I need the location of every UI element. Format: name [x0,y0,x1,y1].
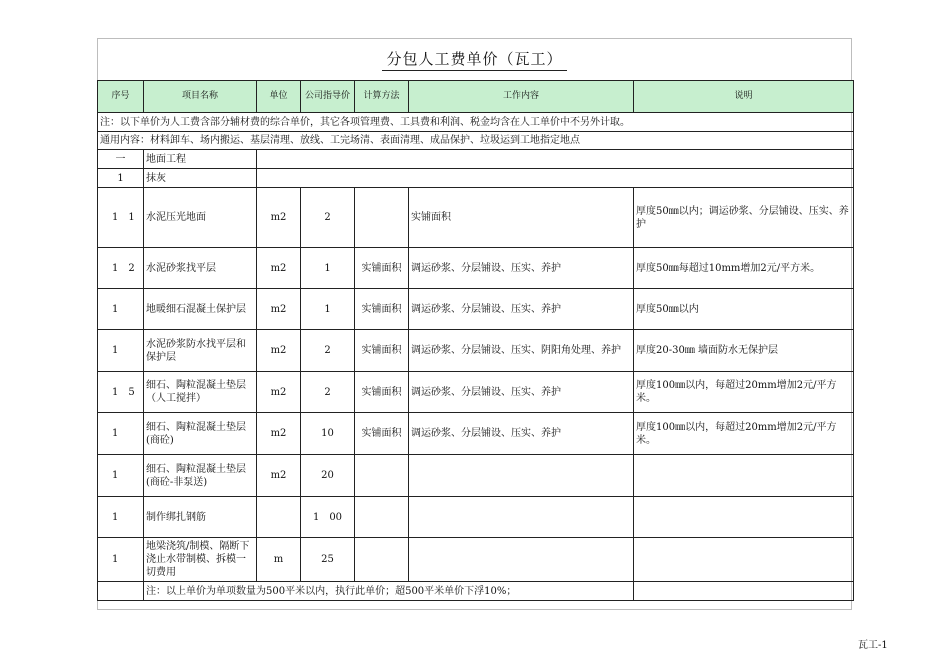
cell-unit: m2 [257,289,301,330]
header-price: 公司指导价 [301,81,355,113]
cell-desc: 厚度20-30㎜ 墙面防水无保护层 [634,330,854,372]
note-top: 注：以下单价为人工费含部分辅材费的综合单价，其它各项管理费、工具费和利润、税金均含在人工单价中不另外计取。 [98,113,854,132]
cell-name: 制作绑扎钢筋 [144,497,257,538]
cell-price: 10 [301,413,355,455]
cell-price: 2 [301,188,355,248]
cell-method [355,455,409,497]
table-row [98,413,854,455]
table-row [98,188,854,248]
cell-content: 调运砂浆、分层铺设、压实、养护 [409,372,634,413]
cell-content: 调运砂浆、分层铺设、压实、养护 [409,289,634,330]
cell-desc: 厚度100㎜以内，每超过20mm增加2元/平方米。 [634,372,854,413]
cell-content [409,455,634,497]
subsection-seq: 1 [98,169,144,188]
cell-unit: m2 [257,188,301,248]
cell-content [409,497,634,538]
table-row [98,455,854,497]
header-desc: 说明 [634,81,854,113]
header-unit: 单位 [257,81,301,113]
cell-content: 调运砂浆、分层铺设、压实、养护 [409,413,634,455]
price-table [97,80,854,601]
cell-method: 实铺面积 [355,248,409,289]
section-row [98,150,854,169]
header-method: 计算方法 [355,81,409,113]
table-row [98,289,854,330]
spreadsheet-page [97,38,852,610]
cell-price: 20 [301,455,355,497]
header-seq: 序号 [98,81,144,113]
cell-desc: 厚度50㎜每超过10mm增加2元/平方米。 [634,248,854,289]
subsection-row [98,169,854,188]
cell-price: 2 [301,372,355,413]
cell-seq: 1 [98,289,144,330]
subsection-blank [257,169,854,188]
cell-desc [634,497,854,538]
cell-name: 地暖细石混凝土保护层 [144,289,257,330]
note-bottom-blank [98,582,144,601]
cell-method: 实铺面积 [355,413,409,455]
header-row [98,81,854,113]
header-content: 工作内容 [409,81,634,113]
cell-name: 水泥砂浆防水找平层和保护层 [144,330,257,372]
cell-method: 实铺面积 [355,330,409,372]
cell-content: 调运砂浆、分层铺设、压实、养护 [409,248,634,289]
note-bottom: 注：以上单价为单项数量为500平米以内，执行此单价；超500平米单价下浮10%； [144,582,634,601]
cell-seq: 1 [98,497,144,538]
cell-price: 2 [301,330,355,372]
cell-unit: m2 [257,330,301,372]
cell-desc [634,455,854,497]
cell-seq: 1 [98,330,144,372]
note-top-row [98,113,854,132]
page-title: 分包人工费单价（瓦工） [382,48,566,71]
cell-name: 地梁浇筑/制模、隔断下浇止水带制模、拆模一切费用 [144,538,257,582]
cell-seq: 1 [98,413,144,455]
cell-content [409,538,634,582]
note-bottom-blank-right [634,582,854,601]
cell-method [355,188,409,248]
cell-name: 细石、陶粒混凝土垫层（人工搅拌） [144,372,257,413]
section-seq: 一 [98,150,144,169]
cell-name: 细石、陶粒混凝土垫层(商砼-非泵送) [144,455,257,497]
cell-method [355,497,409,538]
table-row [98,248,854,289]
section-name: 地面工程 [144,150,257,169]
cell-content: 调运砂浆、分层铺设、压实、阴阳角处理、养护 [409,330,634,372]
cell-price: 1 [301,248,355,289]
note-bottom-row [98,582,854,601]
cell-name: 水泥砂浆找平层 [144,248,257,289]
table-row [98,497,854,538]
general-row [98,132,854,150]
cell-unit: m2 [257,455,301,497]
cell-price: 1 [301,289,355,330]
cell-desc [634,538,854,582]
general-content: 通用内容：材料卸车、场内搬运、基层清理、放线、工完场清、表面清理、成品保护、垃圾运到工地指定地点 [98,132,854,150]
cell-method: 实铺面积 [355,289,409,330]
cell-method [355,538,409,582]
cell-unit: m2 [257,248,301,289]
cell-price: 25 [301,538,355,582]
cell-unit [257,497,301,538]
cell-name: 水泥压光地面 [144,188,257,248]
section-blank [257,150,854,169]
cell-desc: 厚度50㎜以内；调运砂浆、分层铺设、压实、养护 [634,188,854,248]
cell-seq: 1 [98,455,144,497]
table-row [98,330,854,372]
sheet-footer: 瓦工-1 [858,640,888,651]
cell-desc: 厚度100㎜以内，每超过20mm增加2元/平方米。 [634,413,854,455]
table-row [98,538,854,582]
cell-method: 实铺面积 [355,372,409,413]
cell-seq: 1 5 [98,372,144,413]
cell-seq: 1 2 [98,248,144,289]
table-row [98,372,854,413]
subsection-name: 抹灰 [144,169,257,188]
cell-price: 1 00 [301,497,355,538]
cell-seq: 1 1 [98,188,144,248]
cell-unit: m [257,538,301,582]
cell-content: 实铺面积 [409,188,634,248]
cell-name: 细石、陶粒混凝土垫层(商砼) [144,413,257,455]
title-area [98,39,851,81]
cell-unit: m2 [257,372,301,413]
cell-seq: 1 [98,538,144,582]
cell-desc: 厚度50㎜以内 [634,289,854,330]
cell-unit: m2 [257,413,301,455]
header-name: 项目名称 [144,81,257,113]
